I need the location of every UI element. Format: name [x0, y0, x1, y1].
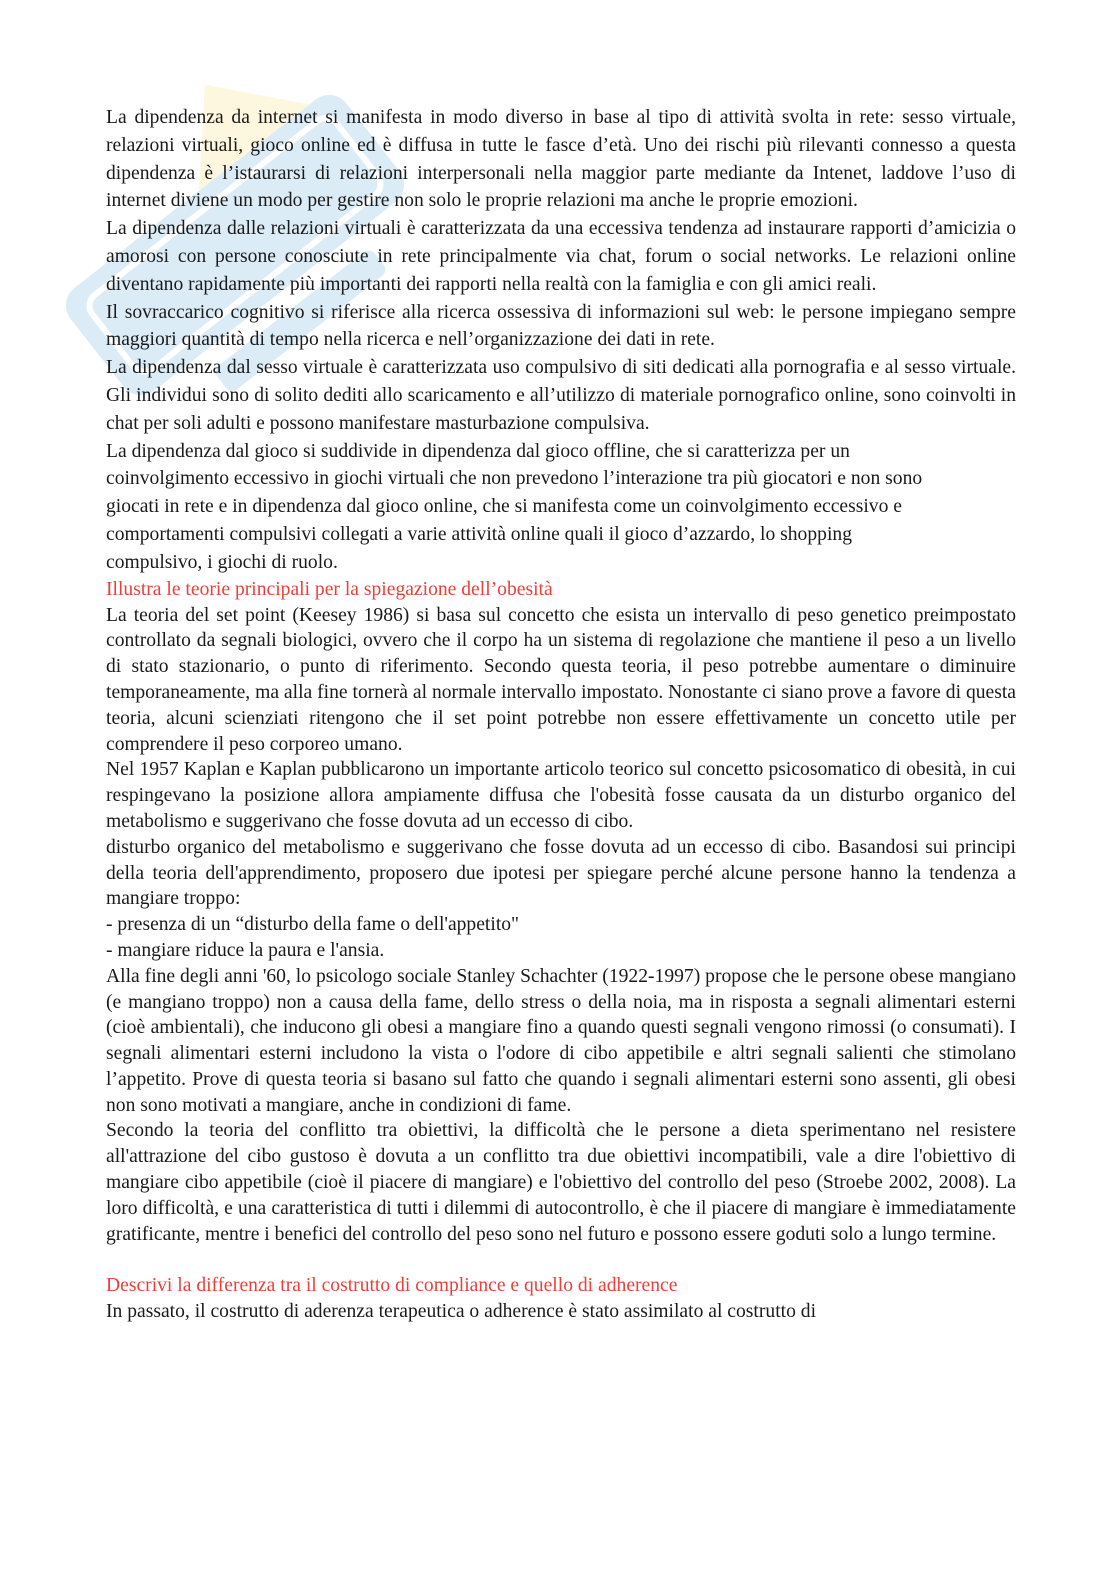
paragraph-adherence: In passato, il costrutto di aderenza terapeutica o adherence è stato assimilato al costrutto di — [106, 1301, 817, 1323]
paragraph-gaming: La dipendenza dal gioco si suddivide in dipendenza dal gioco offline, che si caratterizza per un coinvolgimento eccessivo in giochi virtuali che non prevedono l’interazione tra più giocatori e non sono giocati in rete e in dipendenza dal gioco online, che si manifesta come un coinvolgimento eccessivo e comportamenti compulsivi collegati a varie attività online quali il gioco d’azzardo, lo shopping compulsivo, i giochi di ruolo. — [106, 440, 923, 573]
paragraph-schachter: Alla fine degli anni '60, lo psicologo sociale Stanley Schachter (1922-1997) propose che le persone obese mangiano (e mangiano troppo) non a causa della fame, dello stress o della noia, ma in risposta a segnali alimentari esterni (cioè ambientali), che inducono gli obesi a mangiare fino a quando questi segnali vengono rimossi (o consumati). I segnali alimentari esterni includono la vista o l'odore di cibo appetibile e altri segnali salienti che stimolano l’appetito. Prove di questa teoria si basano sul fatto che quando i segnali alimentari esterni sono assenti, gli obesi non sono motivati a mangiare, anche in condizioni di fame. — [106, 965, 1016, 1116]
heading-obesity-theories: Illustra le teorie principali per la spiegazione dell’obesità — [106, 578, 553, 600]
paragraph-set-point: La teoria del set point (Keesey 1986) si basa sul concetto che esista un intervallo di peso genetico preimpostato controllato da segnali biologici, ovvero che il corpo ha un sistema di regolazione che mantiene il peso a un livello di stato stazionario, o punto di riferimento. Secondo questa teoria, il peso potrebbe aumentare o diminuire temporaneamente, ma alla fine tornerà al normale intervallo impostato. Nonostante ci siano prove a favore di questa teoria, alcuni scienziati ritengono che il set point potrebbe non essere effettivamente un concetto utile per comprendere il peso corporeo umano. — [106, 604, 1016, 755]
paragraph-kaplan: Nel 1957 Kaplan e Kaplan pubblicarono un importante articolo teorico sul concetto psicosomatico di obesità, in cui respingevano la posizione allora ampiamente diffusa che l'obesità fosse causata da un disturbo organico del metabolismo e suggerivano che fosse dovuta ad un eccesso di cibo. — [106, 759, 1016, 832]
paragraph-kaplan-continued: disturbo organico del metabolismo e suggerivano che fosse dovuta ad un eccesso di cibo. Basandosi sui principi della teoria dell'apprendimento, proposero due ipotesi per spiegare perché alcune persone hanno la tendenza a mangiare troppo: — [106, 836, 1016, 910]
paragraph-virtual-sex: La dipendenza dal sesso virtuale è caratterizzata uso compulsivo di siti dedicati alla pornografia e al sesso virtuale. Gli individui sono di solito dediti allo scaricamento e all’utilizzo di materiale pornografico online, sono coinvolti in chat per soli adulti e possono manifestare masturbazione compulsiva. — [106, 357, 1016, 434]
paragraph-internet-addiction: La dipendenza da internet si manifesta in modo diverso in base al tipo di attività svolta in rete: sesso virtuale, relazioni virtuali, gioco online ed è diffusa in tutte le fasce d’età. Uno dei rischi più rilevanti connesso a questa dipendenza è l’istaurarsi di relazioni interpersonali nella maggior parte mediante da Intenet, laddove l’uso di internet diviene un modo per gestire non solo le proprie relazioni ma anche le proprie emozioni. — [106, 107, 1016, 212]
paragraph-virtual-relations: La dipendenza dalle relazioni virtuali è caratterizzata da una eccessiva tendenza ad instaurare rapporti d’amicizia o amorosi con persone conosciute in rete principalmente via chat, forum o social networks. Le relazioni online diventano rapidamente più importanti dei rapporti nella realtà con la famiglia e con gli amici reali. — [106, 218, 1016, 295]
paragraph-cognitive-overload: Il sovraccarico cognitivo si riferisce alla ricerca ossessiva di informazioni sul web: le persone impiegano sempre maggiori quantità di tempo nella ricerca e nell’organizzazione dei dati in rete. — [106, 301, 1016, 351]
heading-compliance-adherence: Descrivi la differenza tra il costrutto di compliance e quello di adherence — [106, 1275, 678, 1297]
list-item-fear-anxiety: - mangiare riduce la paura e l'ansia. — [106, 939, 385, 961]
paragraph-goal-conflict: Secondo la teoria del conflitto tra obiettivi, la difficoltà che le persone a dieta sperimentano nel resistere all'attrazione del cibo gustoso è dovuta a un conflitto tra due obiettivi incompatibili, vale a dire l'obiettivo di mangiare cibo appetibile (cioè il piacere di mangiare) e l'obiettivo del controllo del peso (Stroebe 2002, 2008). La loro difficoltà, e una caratteristica di tutti i dilemmi di autocontrollo, è che il piacere di mangiare è immediatamente gratificante, mentre i benefici del controllo del peso sono nel futuro e possono essere goduti solo a lungo termine. — [106, 1120, 1016, 1245]
document-page — [106, 104, 1016, 1325]
list-item-hunger-disorder: - presenza di un “disturbo della fame o dell'appetito" — [106, 914, 520, 936]
